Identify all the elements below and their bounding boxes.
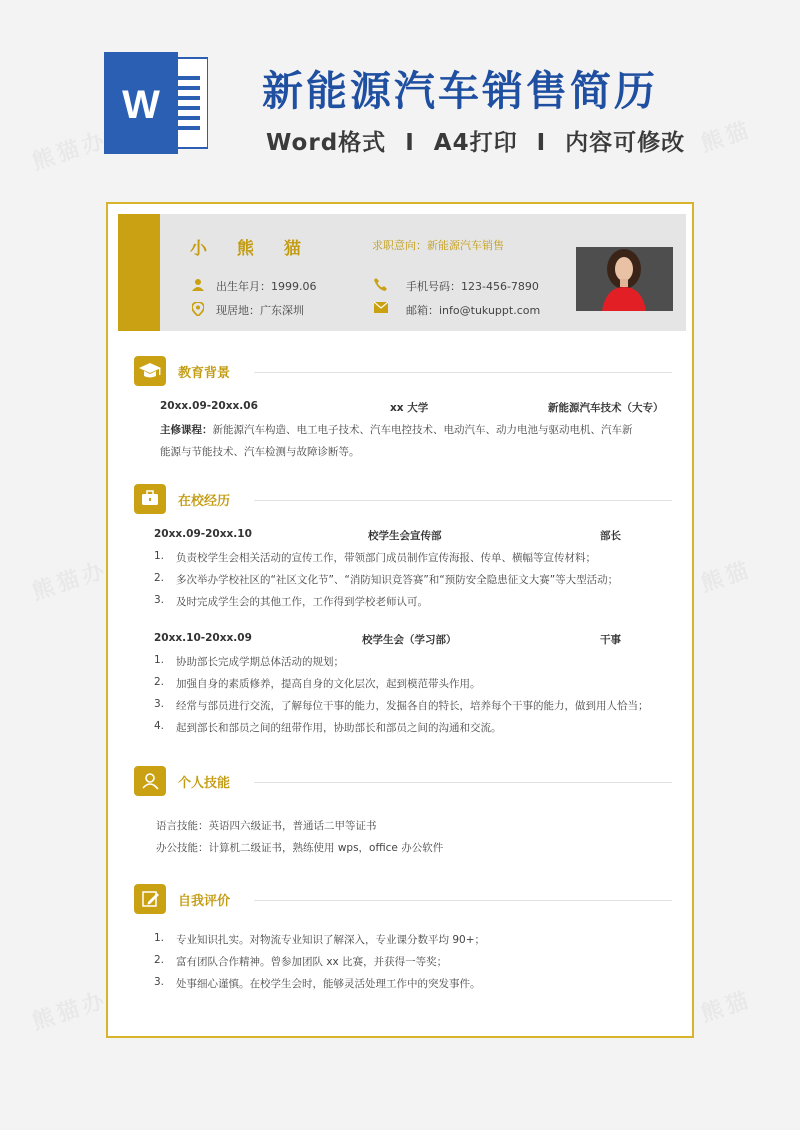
subtitle-print: A4打印: [433, 130, 518, 156]
banner: [0, 0, 800, 190]
header-accent-bar: [118, 214, 160, 331]
subtitle-separator: I: [536, 130, 547, 156]
education-section-header: [134, 356, 672, 386]
phone-icon: [374, 278, 387, 291]
skills-title: 个人技能: [178, 776, 231, 791]
banner-subtitle: [266, 124, 695, 157]
section-divider: [254, 782, 672, 783]
subtitle-separator: I: [405, 130, 415, 156]
section-divider: [254, 900, 672, 901]
campus-title: 在校经历: [178, 494, 231, 509]
briefcase-icon: [134, 484, 166, 514]
courses-text: 新能源汽车构造、电工电子技术、汽车电控技术、电动汽车、动力电池与驱动电机、汽车新: [212, 424, 633, 436]
campus-entry-role: 干事: [600, 634, 621, 646]
courses-line-1: [160, 422, 633, 437]
subtitle-format: Word格式: [266, 130, 387, 156]
person-icon: [192, 278, 204, 291]
campus-entry-role: 部长: [600, 530, 621, 542]
campus-entry-period: 20xx.09-20xx.10: [154, 528, 252, 540]
word-logo-icon: [104, 52, 208, 154]
candidate-name: 小 熊 猫: [190, 239, 313, 259]
skill-badge-icon: [134, 766, 166, 796]
mail-icon: [374, 302, 388, 313]
campus-entry-org: 校学生会宣传部: [368, 530, 442, 542]
education-period: 20xx.09-20xx.06: [160, 400, 258, 412]
subtitle-editable: 内容可修改: [565, 130, 686, 156]
resume-header: [118, 214, 686, 331]
campus-section-header: [134, 484, 672, 514]
email-text: 邮箱：info@tukuppt.com: [406, 304, 541, 317]
phone-text: 手机号码：123-456-7890: [406, 280, 539, 293]
skill-line: 办公技能：计算机二级证书，熟练使用 wps，office 办公软件: [156, 842, 444, 854]
courses-line-2: 能源与节能技术、汽车检测与故障诊断等。: [160, 446, 360, 458]
campus-entry-period: 20xx.10-20xx.09: [154, 632, 252, 644]
campus-entry-org: 校学生会（学习部）: [362, 634, 457, 646]
job-objective: 求职意向：新能源汽车销售: [372, 239, 504, 252]
section-divider: [254, 372, 672, 373]
education-school: xx 大学: [390, 402, 429, 414]
education-title: 教育背景: [178, 366, 231, 381]
birth-text: 出生年月：1999.06: [216, 280, 317, 293]
location-pin-icon: [192, 302, 204, 316]
location-text: 现居地：广东深圳: [216, 304, 304, 317]
edit-pencil-icon: [134, 884, 166, 914]
education-major: 新能源汽车技术（大专）: [548, 402, 664, 414]
word-logo-letter: W: [122, 83, 160, 127]
resume-paper: 小 熊 猫 求职意向：新能源汽车销售 出生年月：1999.06 现居地：广东深圳 手机号码：123-456-7890 邮箱：info@tukuppt.com 教育背景 20xx.09-20xx.06 xx 大学 新能源汽车技术（大专） 主修课程：新能源汽车构造、电工电子技术、汽车电控技术、电动汽车、动力电池与驱动电机、汽车新 能源与节能技术、汽车检测与故障诊断等。 在校经历 20xx.09-20xx.10 校学生会宣传部 部长 1. 负责校学生会相关活动的宣传工作，带领部门成员制作宣传海报、传单、横幅等宣传材料； 2. 多次举办学校社区的“社区文化节”、“消防知识竞答赛”和“预防安全隐患征文大赛”等大型活动； 3. 及时完成学生会的其他工作，工作得到学校老师认可。 20xx.10-20xx.09 校学生会（学习部） 干事 1. 协助部长完成学期总体活动的规划； 2. 加强自身的素质修养，提高自身的文化层次，起到模范带头作用。 3. 经常与部员进行交流，了解每位干事的能力，发掘各自的特长，培养每个干事的能力，做到用人恰当； 4. 起到部长和部员之间的纽带作用，协助部长和部员之间的沟通和交流。 个人技能 语言技能：英语四六级证书，普通话二甲等证书 办公技能：计算机二级证书，熟练使用 wps，office 办公软件 自我评价 1. 专业知识扎实。对物流专业知识了解深入，专业课分数平均 90+； 2. 富有团队合作精神。曾参加团队 xx 比赛，并获得一等奖； 3. 处事细心谨慎。在校学生会时，能够灵活处理工作中的突发事件。: [106, 202, 694, 1038]
courses-label: 主修课程：: [160, 424, 213, 436]
skill-line: 语言技能：英语四六级证书，普通话二甲等证书: [156, 820, 377, 832]
watermark: [696, 983, 755, 1029]
banner-title: 新能源汽车销售简历: [262, 67, 658, 115]
skills-section-header: [134, 766, 672, 796]
profile-photo-image: [576, 247, 673, 311]
section-divider: [254, 500, 672, 501]
self-eval-section-header: [134, 884, 672, 914]
profile-photo: [576, 247, 673, 311]
watermark: [696, 553, 755, 599]
graduation-cap-icon: [134, 356, 166, 386]
self-eval-title: 自我评价: [178, 894, 231, 909]
